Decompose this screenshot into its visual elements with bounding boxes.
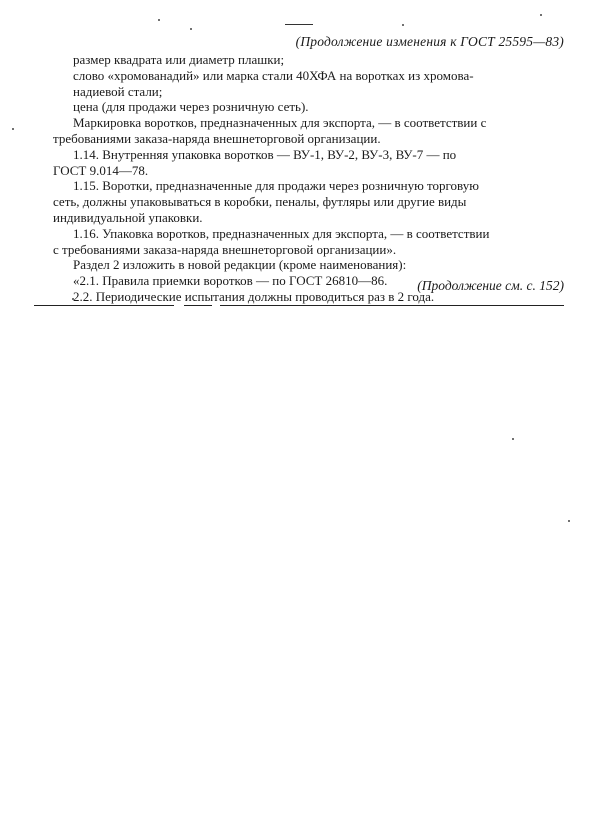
header-continuation-note: (Продолжение изменения к ГОСТ 25595—83) (295, 34, 564, 49)
text-line: Раздел 2 изложить в новой редакции (кроме наименования): (73, 257, 407, 273)
text-line: Маркировка воротков, предназначенных для экспорта, — в соответствии с (73, 115, 487, 131)
page-rule (220, 305, 564, 306)
text-line: требованиями заказа-наряда внешнеторговой организации. (53, 130, 381, 146)
scan-speck (402, 24, 404, 26)
scan-speck (158, 19, 160, 21)
text-line: 1.16. Упаковка воротков, предназначенных для экспорта, — в соответствии (73, 225, 490, 241)
scan-speck (512, 438, 514, 440)
scan-speck (190, 28, 192, 30)
scan-speck (540, 14, 542, 16)
page-rule (34, 305, 174, 306)
page-rule (184, 305, 212, 306)
text-line: цена (для продажи через розничную сеть). (73, 99, 309, 115)
text-line: размер квадрата или диаметр плашки; (73, 52, 285, 67)
document-body (53, 52, 569, 305)
scan-mark (285, 24, 313, 25)
text-line: индивидуальной упаковки. (53, 209, 203, 225)
scan-speck (568, 520, 570, 522)
footer-continuation-note: (Продолжение см. с. 152) (417, 278, 564, 293)
text-line: надиевой стали; (73, 83, 163, 99)
text-line: с требованиями заказа-наряда внешнеторговой организации». (53, 241, 397, 257)
text-line: 1.15. Воротки, предназначенные для продажи через розничную торговую (73, 178, 479, 194)
scan-speck (12, 128, 14, 130)
text-line: сеть, должны упаковываться в коробки, пеналы, футляры или другие виды (53, 194, 467, 210)
text-line: 1.14. Внутренняя упаковка воротков — ВУ-1, ВУ-2, ВУ-3, ВУ-7 — по (73, 146, 457, 162)
text-line: 2.2. Периодические испытания должны проводиться раз в 2 года. (73, 288, 435, 304)
text-line: «2.1. Правила приемки воротков — по ГОСТ 26810—86. (73, 273, 388, 289)
text-line: ГОСТ 9.014—78. (53, 162, 149, 178)
text-line: слово «хромованадий» или марка стали 40ХФА на воротках из хромова- (73, 67, 474, 83)
